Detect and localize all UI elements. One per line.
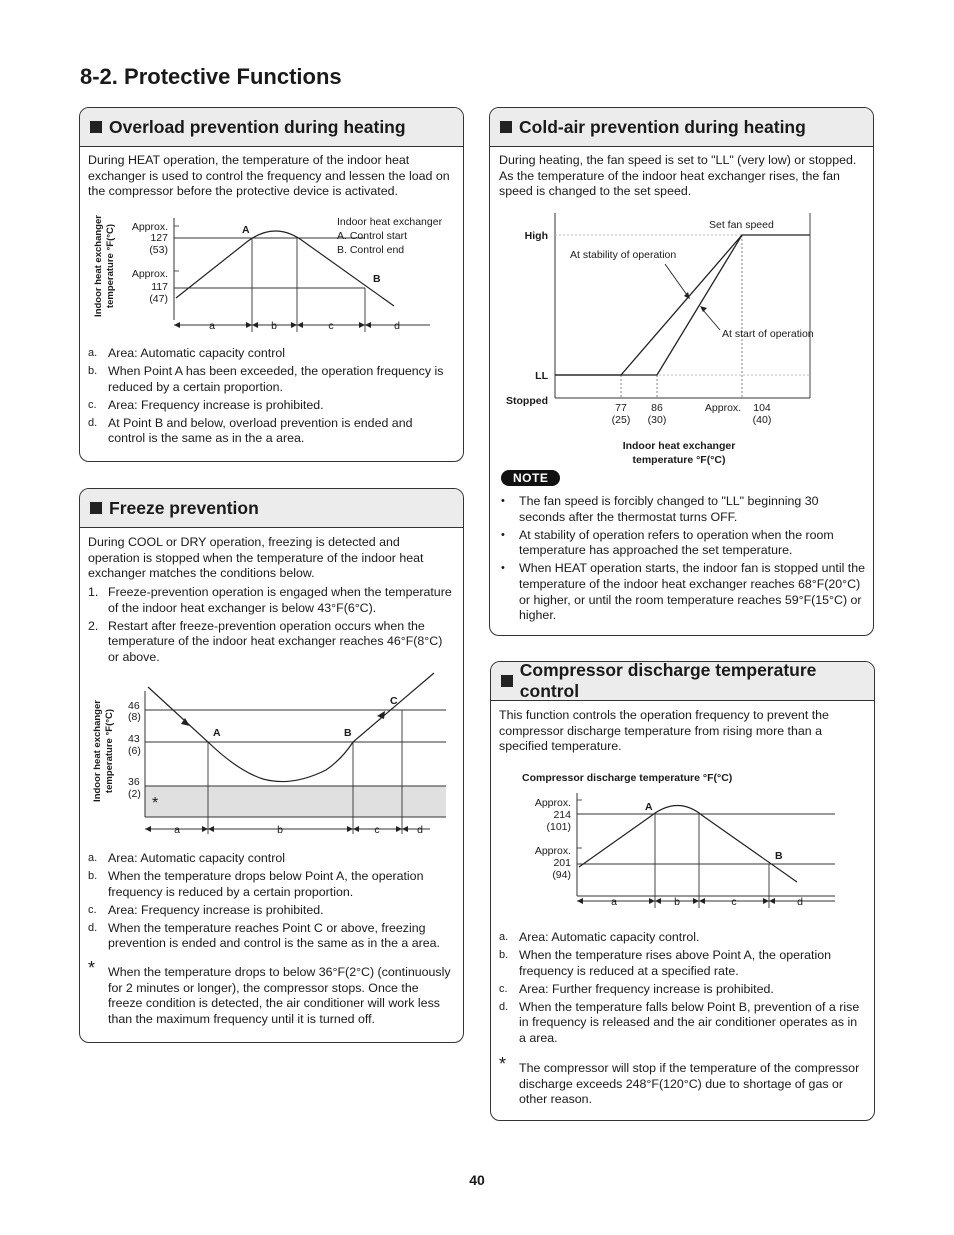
list-item: b. When the temperature rises above Point A, the operation frequency is reduced at a specified rate.: [499, 948, 832, 978]
asterisk-icon: *: [88, 958, 96, 978]
zone-label: d: [417, 824, 423, 836]
square-bullet-icon: [500, 121, 512, 133]
x-axis-label: Indoor heat exchanger: [622, 440, 736, 452]
annotation-label: Set fan speed: [709, 219, 774, 231]
asterisk-icon: *: [499, 1054, 507, 1074]
y-tick-label: Approx.: [131, 268, 168, 280]
leader-line: [703, 310, 720, 330]
list-item: d. When the temperature falls below Point B, prevention of a rise in frequency is released and the air conditioner operates as in a area.: [499, 999, 860, 1046]
temperature-curve: [579, 806, 797, 883]
x-tick-label: (25): [611, 414, 631, 426]
y-tick-label: 117: [151, 281, 168, 293]
freeze-zone-shading: [145, 786, 446, 817]
freeze-panel: [79, 488, 464, 1043]
x-tick-label: 77: [615, 402, 627, 414]
point-b-label: B: [373, 273, 381, 285]
list-item: c. Area: Frequency increase is prohibited.: [88, 397, 324, 412]
x-tick-label: Approx.: [704, 402, 742, 414]
y-tick-label: Approx.: [534, 797, 571, 809]
fan-speed-chart: [490, 208, 873, 468]
annotation-label: At start of operation: [722, 328, 814, 340]
x-tick-label: 86: [651, 402, 663, 414]
y-tick-label: 43: [128, 733, 140, 745]
section-intro: During heating, the fan speed is set to "LL" (very low) or stopped. As the temperature of the indoor heat exchanger rises, the fan speed is changed to the set speed.: [499, 153, 857, 199]
section-intro: This function controls the operation frequency to prevent the compressor discharge temperature from rising more than a specified temperature.: [499, 708, 829, 754]
point-b-label: B: [775, 850, 783, 862]
point-a-label: A: [645, 801, 653, 813]
y-tick-label: LL: [535, 370, 548, 382]
compressor-list: [499, 930, 867, 1049]
page-title: 8-2. Protective Functions: [80, 64, 342, 89]
y-tick-label: (53): [149, 244, 168, 256]
zone-label: c: [731, 896, 737, 908]
list-item: a. Area: Automatic capacity control: [88, 346, 285, 360]
overload-chart: [80, 208, 463, 348]
list-item: d. When the temperature reaches Point C or above, freezing prevention is ended and control is the same as in the a area.: [88, 920, 441, 951]
y-tick-label: (8): [128, 711, 141, 723]
y-tick-label: (101): [546, 821, 571, 833]
zone-label: a: [174, 824, 180, 836]
list-item: c. Area: Further frequency increase is prohibited.: [499, 981, 774, 996]
chart-title: Compressor discharge temperature °F(°C): [522, 772, 733, 784]
section-heading: Overload prevention during heating: [109, 116, 406, 137]
y-tick-label: Approx.: [534, 845, 571, 857]
y-tick-label: 214: [553, 809, 571, 821]
zone-label: b: [271, 320, 277, 332]
x-axis-label: temperature °F(°C): [632, 454, 726, 466]
y-axis-label: temperature °F(°C): [105, 223, 116, 309]
freeze-chart: [80, 679, 463, 849]
coldair-panel: [489, 107, 874, 636]
zone-label: b: [277, 824, 283, 836]
zone-label: d: [394, 320, 400, 332]
annotation-label: At stability of operation: [570, 249, 677, 261]
temperature-curve: [148, 673, 434, 782]
zone-label: a: [611, 896, 617, 908]
compressor-chart: [491, 767, 874, 917]
point-a-label: A: [213, 727, 221, 739]
list-item: b. When Point A has been exceeded, the operation frequency is reduced by a certain proportion.: [88, 364, 444, 394]
list-item: c. Area: Frequency increase is prohibited.: [88, 902, 324, 917]
compressor-star-note: * The compressor will stop if the temperature of the compressor discharge exceeds 248°F(120°C) due to shortage of gas or other reason.: [499, 1054, 860, 1107]
x-tick-label: (40): [752, 414, 772, 426]
square-bullet-icon: [90, 121, 102, 133]
note-badge: NOTE: [501, 470, 560, 486]
y-axis-label: temperature °F(°C): [104, 708, 115, 794]
y-tick-label: 127: [150, 232, 168, 244]
y-tick-label: (47): [149, 293, 168, 305]
y-axis-label: Indoor heat exchanger: [92, 700, 103, 802]
page-number: 40: [469, 1172, 485, 1188]
list-item: • The fan speed is forcibly changed to "LL" beginning 30 seconds after the thermostat turns OFF.: [501, 494, 819, 524]
square-bullet-icon: [90, 502, 102, 514]
list-item: 2. Restart after freeze-prevention operation occurs when the temperature of the indoor heat exchanger reaches 46°F(8°C) or above.: [88, 618, 443, 664]
list-item: d. At Point B and below, overload prevention is ended and control is the same as in the a area.: [88, 415, 413, 446]
overload-panel: [79, 107, 464, 462]
y-tick-label: (94): [552, 869, 571, 881]
y-tick-label: High: [524, 230, 548, 242]
leader-line: [665, 264, 687, 295]
list-item: a. Area: Automatic capacity control.: [499, 930, 700, 944]
point-b-label: B: [344, 727, 352, 739]
section-intro: During HEAT operation, the temperature of the indoor heat exchanger is used to control the frequency and lessen the load on the compressor before the protective device is activated.: [88, 153, 450, 199]
freeze-list: [88, 851, 452, 955]
y-tick-label: 201: [553, 857, 571, 869]
list-item: 1. Freeze-prevention operation is engaged when the temperature of the indoor heat exchanger is below 43°F(6°C).: [88, 585, 452, 615]
zone-label: c: [374, 824, 380, 836]
point-c-label: C: [390, 695, 398, 707]
y-tick-label: Approx.: [131, 221, 168, 233]
x-tick-label: 104: [753, 402, 771, 414]
list-item: • At stability of operation refers to operation when the room temperature has approached the set temperature.: [501, 527, 834, 558]
y-tick-label: Stopped: [506, 395, 548, 407]
zone-label: d: [797, 896, 803, 908]
section-heading: Cold-air prevention during heating: [519, 116, 806, 137]
square-bullet-icon: [501, 675, 513, 687]
legend-text: Indoor heat exchanger: [337, 216, 443, 228]
y-tick-label: (2): [128, 788, 141, 800]
y-tick-label: 46: [128, 700, 140, 712]
section-heading: Compressor discharge temperature control: [519, 661, 817, 701]
star-marker: *: [152, 795, 159, 812]
x-tick-label: (30): [647, 414, 667, 426]
arrow-icon: [700, 306, 707, 312]
temperature-curve: [176, 231, 394, 306]
freeze-steps: [88, 585, 452, 668]
zone-label: c: [328, 320, 334, 332]
freeze-star-note: * When the temperature drops to below 36°F(2°C) (continuously for 2 minutes or longer), the compressor stops. Once the freeze condition is detected, the air conditioner will work less than the maximum frequency until it is turned off.: [88, 958, 451, 1026]
y-tick-label: 36: [128, 776, 140, 788]
zone-label: a: [209, 320, 215, 332]
coldair-notes: [499, 494, 867, 626]
section-intro: During COOL or DRY operation, freezing is detected and operation is stopped when the temperature of the indoor heat exchanger matches the conditions below.: [88, 535, 424, 581]
y-axis-label: Indoor heat exchanger: [93, 215, 104, 317]
point-a-label: A: [242, 224, 250, 236]
list-item: a. Area: Automatic capacity control: [88, 851, 285, 865]
legend-text: B. Control end: [337, 244, 405, 256]
legend-text: A. Control start: [337, 230, 408, 242]
section-heading: Freeze prevention: [109, 497, 259, 518]
list-item: b. When the temperature drops below Point A, the operation frequency is reduced by a certain proportion.: [88, 869, 424, 899]
zone-label: b: [674, 896, 680, 908]
list-item: • When HEAT operation starts, the indoor fan is stopped until the temperature of the indoor heat exchanger reaches 68°F(20°C) or higher, or until the room temperature reaches 59°F(15°C) or higher.: [501, 561, 865, 623]
y-tick-label: (6): [128, 745, 141, 757]
arrow-icon: [181, 711, 385, 726]
overload-list: [88, 346, 452, 450]
compressor-panel: [490, 661, 875, 1121]
